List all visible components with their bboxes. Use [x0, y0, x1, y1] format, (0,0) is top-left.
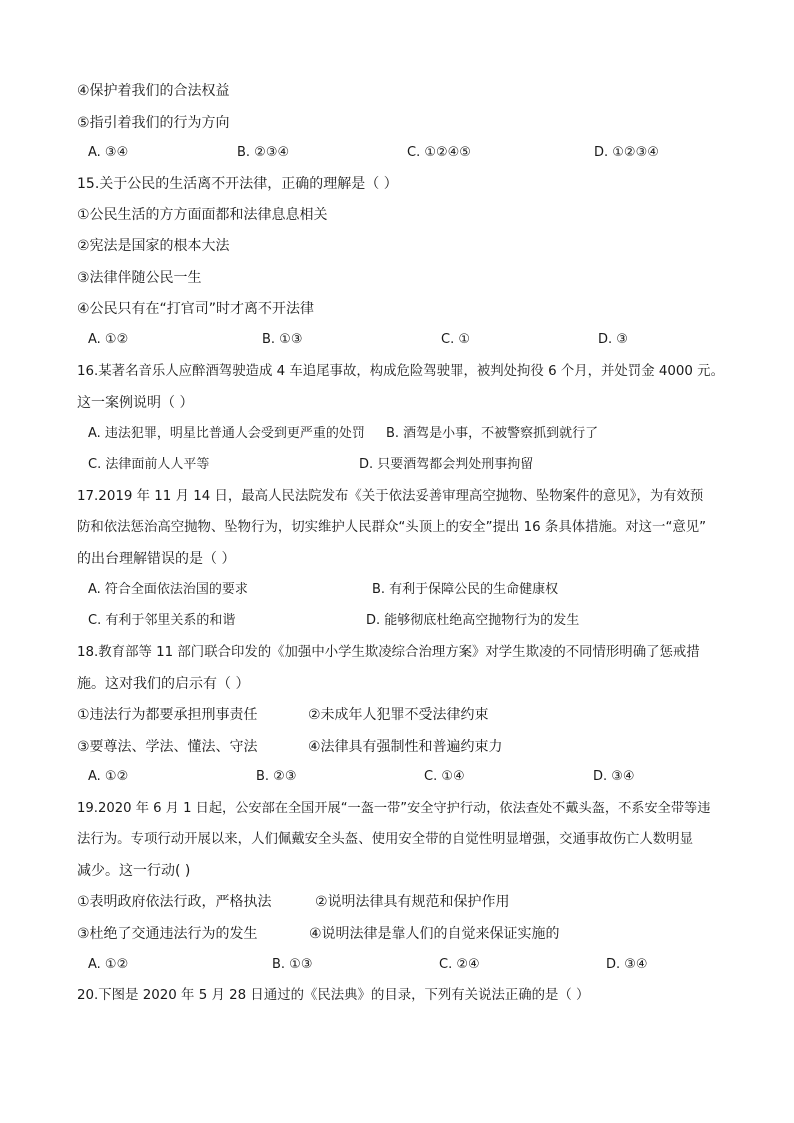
q17-option-d: D. 能够彻底杜绝高空抛物行为的发生 — [366, 613, 580, 628]
q15-option-a: A. ①② — [88, 332, 129, 347]
q18-item-3: ③要尊法、学法、懂法、守法 — [77, 739, 258, 755]
q19-option-d: D. ③④ — [606, 957, 648, 972]
q18-item-4: ④法律具有强制性和普遍约束力 — [308, 739, 503, 755]
q15-option-b: B. ①③ — [262, 332, 303, 347]
q18-option-b: B. ②③ — [256, 769, 297, 784]
q16-stem-line-2: 这一案例说明（ ） — [77, 395, 194, 411]
q15-option-d: D. ③ — [598, 332, 628, 347]
q14-option-a: A. ③④ — [88, 145, 129, 160]
q16-option-b: B. 酒驾是小事，不被警察抓到就行了 — [386, 426, 599, 441]
q17-option-a: A. 符合全面依法治国的要求 — [88, 582, 248, 597]
q14-item-4: ④保护着我们的合法权益 — [77, 83, 230, 99]
q18-option-d: D. ③④ — [593, 769, 635, 784]
q15-item-2: ②宪法是国家的根本大法 — [77, 238, 230, 254]
q14-option-c: C. ①②④⑤ — [407, 145, 471, 160]
q17-stem-line-3: 的出台理解错误的是（ ） — [77, 551, 236, 567]
q14-option-d: D. ①②③④ — [594, 145, 659, 160]
q19-stem-line-1: 19.2020 年 6 月 1 日起，公安部在全国开展“一盔一带”安全守护行动，依法查处不戴头盔，不系安全带等违 — [77, 801, 711, 816]
q19-stem-line-2: 法行为。专项行动开展以来，人们佩戴安全头盔、使用安全带的自觉性明显增强，交通事故伤亡人数明显 — [77, 832, 693, 847]
q18-stem-line-2: 施。这对我们的启示有（ ） — [77, 676, 250, 692]
q19-item-3: ③杜绝了交通违法行为的发生 — [77, 926, 258, 942]
q18-option-c: C. ①④ — [424, 769, 465, 784]
q16-option-a: A. 违法犯罪，明星比普通人会受到更严重的处罚 — [88, 426, 365, 441]
q14-option-b: B. ②③④ — [237, 145, 290, 160]
q17-option-c: C. 有利于邻里关系的和谐 — [88, 613, 236, 628]
q15-item-4: ④公民只有在“打官司”时才离不开法律 — [77, 301, 315, 317]
q15-option-c: C. ① — [441, 332, 470, 347]
q19-item-1: ①表明政府依法行政，严格执法 — [77, 894, 272, 910]
q16-stem-line-1: 16.某著名音乐人应醉酒驾驶造成 4 车追尾事故，构成危险驾驶罪，被判处拘役 6 个月，并处罚金 4000 元。 — [77, 364, 724, 379]
q19-item-2: ②说明法律具有规范和保护作用 — [315, 894, 510, 910]
q16-option-d: D. 只要酒驾都会判处刑事拘留 — [359, 457, 534, 472]
q18-item-2: ②未成年人犯罪不受法律约束 — [308, 707, 489, 723]
q17-option-b: B. 有利于保障公民的生命健康权 — [372, 582, 559, 597]
q16-option-c: C. 法律面前人人平等 — [88, 457, 210, 472]
q19-option-a: A. ①② — [88, 957, 129, 972]
q19-stem-line-3: 减少。这一行动( ) — [77, 863, 191, 879]
q15-item-3: ③法律伴随公民一生 — [77, 270, 202, 286]
q15-stem: 15.关于公民的生活离不开法律，正确的理解是（ ） — [77, 176, 398, 192]
q17-stem-line-2: 防和依法惩治高空抛物、坠物行为，切实维护人民群众“头顶上的安全”提出 16 条具体措施。对这一“意见” — [77, 520, 707, 535]
q19-item-4: ④说明法律是靠人们的自觉来保证实施的 — [309, 926, 560, 942]
q18-option-a: A. ①② — [88, 769, 129, 784]
q14-item-5: ⑤指引着我们的行为方向 — [77, 115, 230, 131]
q17-stem-line-1: 17.2019 年 11 月 14 日，最高人民法院发布《关于依法妥善审理高空抛物、坠物案件的意见》，为有效预 — [77, 489, 704, 504]
q15-item-1: ①公民生活的方方面面都和法律息息相关 — [77, 207, 328, 223]
q18-item-1: ①违法行为都要承担刑事责任 — [77, 707, 258, 723]
q18-stem-line-1: 18.教育部等 11 部门联合印发的《加强中小学生欺凌综合治理方案》对学生欺凌的不同情形明确了惩戒措 — [77, 645, 700, 660]
q19-option-c: C. ②④ — [439, 957, 480, 972]
q19-option-b: B. ①③ — [272, 957, 313, 972]
q20-stem: 20.下图是 2020 年 5 月 28 日通过的《民法典》的目录，下列有关说法正确的是（ ） — [77, 988, 590, 1003]
